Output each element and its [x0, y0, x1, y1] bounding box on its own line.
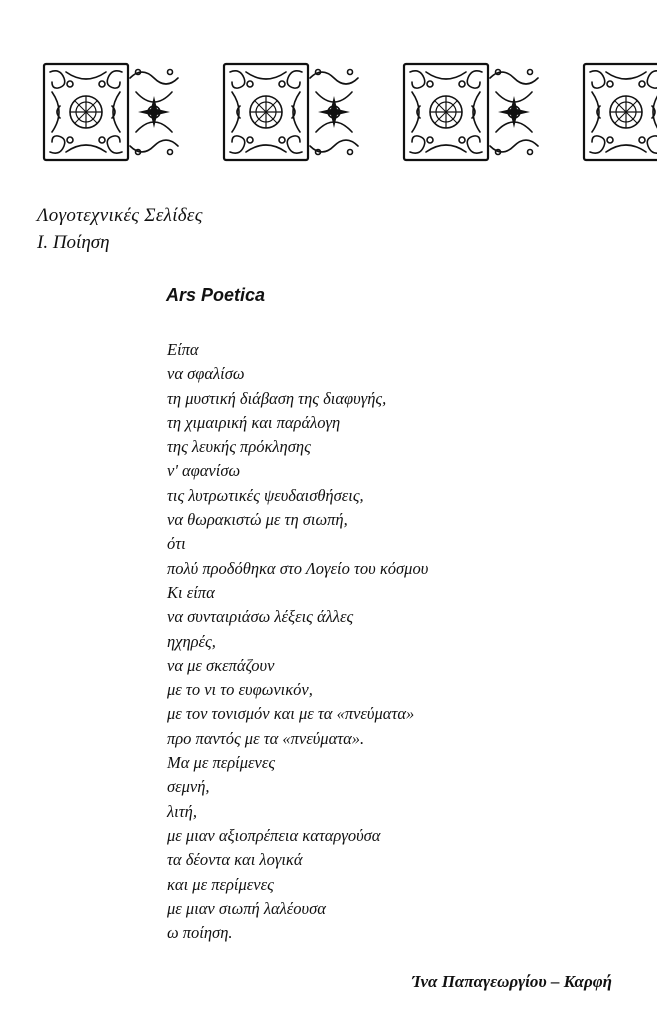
- poem-line: Μα με περίμενες: [167, 753, 276, 773]
- poem-title: Ars Poetica: [166, 285, 266, 305]
- poem-line: με το νι το ευφωνικόν,: [167, 680, 313, 700]
- poem-line: τα δέοντα και λογικά: [167, 850, 303, 870]
- poem-line: τις λυτρωτικές ψευδαισθήσεις,: [167, 485, 364, 505]
- poem-line: με μιαν αξιοπρέπεια καταργούσα: [167, 825, 381, 845]
- poem-line: με μιαν σιωπή λαλέουσα: [167, 898, 326, 918]
- poem-line: πολύ προδόθηκα στο Λογείο του κόσμου: [167, 558, 429, 578]
- poem-line: της λευκής πρόκλησης: [167, 437, 311, 457]
- ornamental-border: [40, 58, 657, 166]
- poem-line: προ παντός με τα «πνεύματα».: [167, 728, 365, 748]
- poem-line: Είπα: [167, 340, 199, 359]
- poem-line: και με περίμενες: [167, 874, 274, 894]
- poem-body: [167, 338, 627, 945]
- section-subtitle: [37, 230, 110, 256]
- poem-line: να συνταιριάσω λέξεις άλλες: [167, 607, 354, 627]
- poem-line: να θωρακιστώ με τη σιωπή,: [167, 510, 348, 530]
- poem-line: τη χιμαιρική και παράλογη: [167, 412, 341, 432]
- section-subtitle-text: Ποίηση: [52, 232, 110, 253]
- poem-line: να σφαλίσω: [167, 364, 245, 384]
- poem-line: σεμνή,: [167, 777, 210, 797]
- section-title: Λογοτεχνικές Σελίδες: [37, 205, 203, 226]
- section-number: Ι.: [37, 232, 49, 253]
- poem-line: ότι: [167, 534, 186, 554]
- poem-line: λιτή,: [167, 801, 197, 821]
- poem-line: να με σκεπάζουν: [167, 655, 275, 675]
- poem-line: ηχηρές,: [167, 631, 216, 651]
- poem-line: Κι είπα: [167, 582, 215, 602]
- poem-line: τη μυστική διάβαση της διαφυγής,: [167, 388, 387, 408]
- poem-line: με τον τονισμόν και με τα «πνεύματα»: [167, 704, 415, 724]
- poem-line: ω ποίηση.: [167, 923, 233, 943]
- poem-line: ν' αφανίσω: [167, 461, 241, 481]
- poem-author: Ίνα Παπαγεωργίου – Καρφή: [411, 972, 612, 991]
